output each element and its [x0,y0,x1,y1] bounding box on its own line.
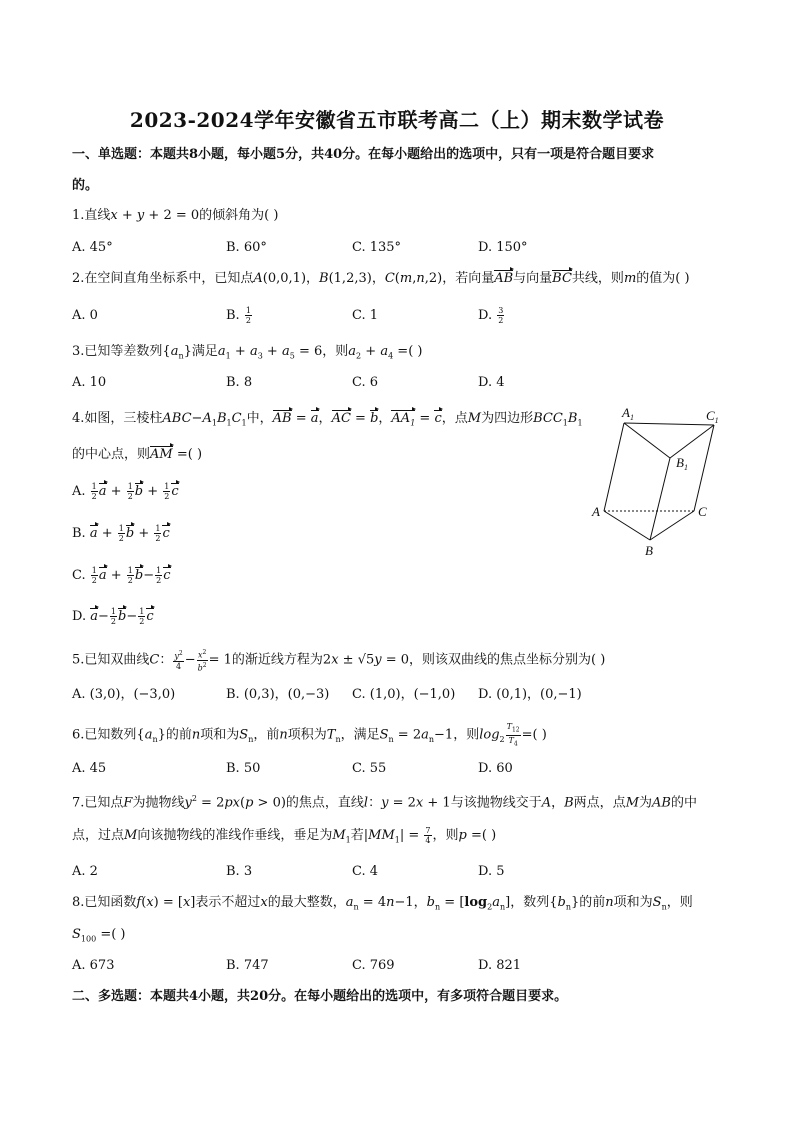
q3-option-d[interactable]: D. 4 [478,375,505,390]
q3-stem: 3.已知等差数列$\{a_n\}$满足$a_1 + a_3 + a_5 = 6$，则$a_2 + a_4$ =( ) [72,344,423,361]
q8-option-c[interactable]: C. 769 [352,958,395,973]
page-title: 2023-2024学年安徽省五市联考高二（上）期末数学试卷 [129,108,665,132]
q6-option-c[interactable]: C. 55 [352,761,387,776]
q4-option-c[interactable]: C. $\frac{1}{2}$ a + $\frac{1}{2}$ b− $\frac{1}{2}$ c [72,566,171,585]
prism-figure [588,400,728,560]
q6-option-b[interactable]: B. 50 [226,761,261,776]
q2-stem: 2.在空间直角坐标系中，已知点A(0,0,1)，B(1,2,3)，C(m,n,2)，若向量AB与向量BC共线，则m的值为( ) [72,269,690,289]
q7-option-a[interactable]: A. 2 [72,864,98,879]
q4-option-d[interactable]: D. a− $\frac{1}{2}$ b− $\frac{1}{2}$ c [72,607,154,626]
q1-option-c[interactable]: C. 135° [352,240,402,255]
q8-option-d[interactable]: D. 821 [478,958,522,973]
q5-option-d[interactable]: D. (0,1)，(0,−1) [478,687,582,702]
section2-heading: 二、多选题：本题共4小题，共20分。在每小题给出的选项中，有多项符合题目要求。 [72,989,568,1004]
q1-option-b[interactable]: B. 60° [226,240,267,255]
q2-option-c[interactable]: C. 1 [352,308,379,323]
q4-option-b[interactable]: B. a + $\frac{1}{2}$ b + $\frac{1}{2}$ c [72,524,170,543]
q7-option-c[interactable]: C. 4 [352,864,379,879]
q7-stem-cont: 点，过点M向该抛物线的准线作垂线，垂足为$M_1$若$|MM_1|$ = $\frac{7}{4}$ ，则p =( ) [72,826,497,845]
q6-stem: 6.已知数列$\{a_n\}$的前n项和为$S_n$，前n项积为$T_n$，满足$S_n = 2a_n-1$，则$\log_2$ $\frac{T_{12}}{T_4}$ =( ) [72,722,547,748]
section1-heading: 一、单选题：本题共8小题，每小题5分，共40分。在每小题给出的选项中，只有一项是符合题目要求 [72,147,655,162]
edge-a1b1 [624,423,670,458]
label-b1: $B_1$ [676,455,688,472]
q2-option-a[interactable]: A. 0 [72,308,98,323]
q1-option-a[interactable]: A. 45° [72,240,113,255]
edge-a1c1 [624,423,714,425]
q8-stem: 8.已知函数f(x) = [x]表示不超过x的最大整数，$a_n = 4n-1$，$b_n = [\log_2a_n]$，数列$\{b_n\}$的前n项和为$S_n$，则 [72,895,693,912]
q7-stem: 7.已知点F为抛物线$y^2 = 2px(p > 0)$的焦点，直线l：y = 2x + 1与该抛物线交于A，B两点，点M为AB的中 [72,794,697,811]
edge-bb1 [650,458,670,540]
edge-aa1 [604,423,624,511]
label-b: B [645,543,653,558]
q5-option-c[interactable]: C. (1,0)，(−1,0) [352,687,456,702]
label-a1: $A_1$ [622,405,634,422]
q3-option-c[interactable]: C. 6 [352,375,379,390]
q3-option-b[interactable]: B. 8 [226,375,253,390]
q8-option-b[interactable]: B. 747 [226,958,269,973]
q8-stem-cont: $S_{100}$ =( ) [72,927,126,944]
q5-option-a[interactable]: A. (3,0)，(−3,0) [72,687,176,702]
q1-stem: 1.直线x + y + 2 = 0的倾斜角为( ) [72,208,279,223]
q8-option-a[interactable]: A. 673 [72,958,115,973]
q5-option-b[interactable]: B. (0,3)，(0,−3) [226,687,330,702]
q2-option-d[interactable]: D. $\frac{3}{2}$ [478,306,504,325]
q5-stem: 5.已知双曲线C： $\frac{y^2}{4}$ − $\frac{x^2}{b^2}$ = 1的渐近线方程为2x ± √5y = 0，则该双曲线的焦点坐标分别为( ) [72,649,606,673]
q2-option-b[interactable]: B. $\frac{1}{2}$ [226,306,251,325]
label-a: A [592,504,600,519]
q3-option-a[interactable]: A. 10 [72,375,107,390]
label-c1: $C_1$ [706,408,719,425]
q4-option-a[interactable]: A. $\frac{1}{2}$ a + $\frac{1}{2}$ b + $\frac{1}{2}$ c [72,482,179,501]
q7-option-d[interactable]: D. 5 [478,864,505,879]
section1-heading-cont: 的。 [72,178,99,193]
q6-option-d[interactable]: D. 60 [478,761,513,776]
q6-option-a[interactable]: A. 45 [72,761,107,776]
q4-stem-cont: 的中心点，则AM =( ) [72,445,202,465]
q4-stem: 4.如图，三棱柱$ABC-A_1B_1C_1$中，AB = a，AC = b，$AA_1 = c$，点M为四边形$BCC_1B_1$ [72,409,583,434]
label-c: C [698,504,707,519]
q7-option-b[interactable]: B. 3 [226,864,253,879]
edge-bc [650,511,694,540]
q1-option-d[interactable]: D. 150° [478,240,528,255]
edge-ab [604,511,650,540]
